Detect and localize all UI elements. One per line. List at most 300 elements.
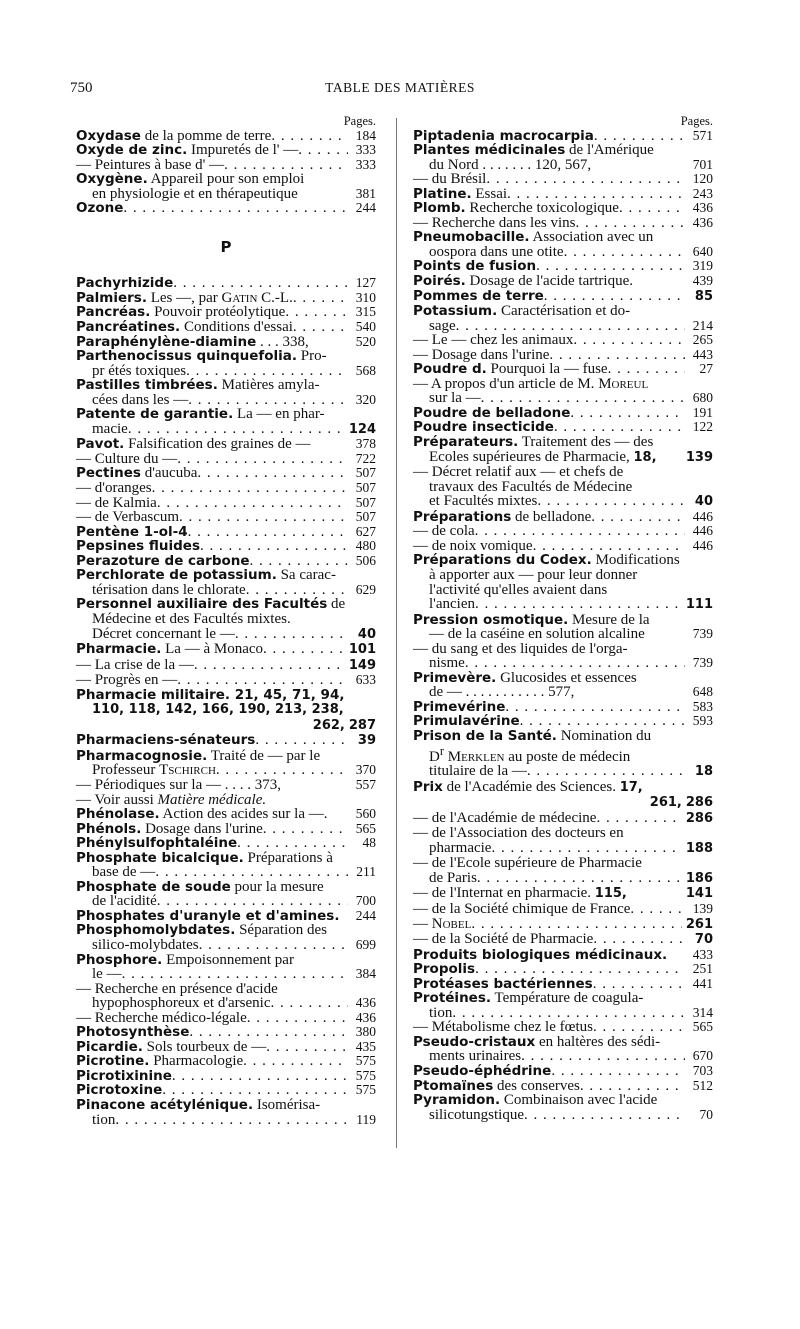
page-ref: 184	[355, 127, 376, 143]
dot-leader	[266, 1040, 348, 1055]
index-entry	[76, 836, 376, 851]
entry-text: Oxyde de zinc. Impuretés de l' —	[76, 142, 299, 159]
page-ref: 433	[692, 946, 713, 962]
page-ref: 244	[355, 200, 376, 216]
index-entry	[413, 435, 713, 450]
page-ref: 629	[355, 581, 376, 597]
entry-text: Pneumobacille. Association avec un	[413, 229, 654, 246]
page-ref: 287	[348, 717, 376, 733]
page-ref: 286	[685, 795, 713, 811]
page-ref: 446	[692, 508, 713, 524]
page-ref: 436	[355, 1009, 376, 1025]
dot-leader	[549, 348, 685, 363]
index-entry	[76, 1011, 376, 1026]
index-entry	[413, 948, 713, 963]
dot-leader	[186, 364, 348, 379]
index-entry	[76, 143, 376, 158]
entry-text: — de cola	[413, 523, 475, 540]
page-ref: 540	[355, 319, 376, 335]
index-entry-continuation	[413, 685, 713, 700]
index-entry	[413, 172, 713, 187]
page-ref: 568	[355, 362, 376, 378]
entry-text: — Recherche dans les vins	[413, 214, 576, 231]
dot-leader	[246, 583, 348, 598]
index-entry	[76, 597, 376, 612]
index-entry	[413, 362, 713, 377]
page-ref: 214	[692, 317, 713, 333]
page-ref: 507	[355, 480, 376, 496]
entry-text: Personnel auxiliaire des Facultés de	[76, 596, 346, 613]
page-ref: 739	[692, 655, 713, 671]
dot-leader	[298, 143, 348, 158]
index-entry	[76, 1040, 376, 1055]
entry-text: l'activité qu'elles avaient dans	[429, 581, 608, 598]
entry-text: Poudre d. Pourquoi la — fuse	[413, 361, 608, 378]
dot-leader	[179, 510, 348, 525]
page-ref: 101	[348, 642, 376, 658]
entry-text: — du Brésil	[413, 171, 487, 188]
page-ref: 286	[685, 810, 713, 826]
index-entry-continuation	[76, 718, 376, 734]
index-entry-continuation	[413, 1049, 713, 1064]
index-entry-continuation	[413, 1108, 713, 1123]
entry-text: Ozone	[76, 200, 124, 217]
index-entry	[413, 902, 713, 917]
page-ref: 443	[692, 346, 713, 362]
dot-leader	[481, 391, 685, 406]
entry-text: titulaire de la —	[429, 763, 527, 780]
entry-text: — Progrès en —	[76, 672, 178, 689]
index-entry	[76, 496, 376, 511]
page-ref: 39	[357, 733, 376, 749]
entry-text: Primevérine	[413, 698, 506, 715]
entry-text: — Recherche en présence d'acide	[76, 980, 278, 997]
dot-leader	[536, 259, 685, 274]
entry-text: — Décret relatif aux — et chefs de	[413, 464, 624, 481]
page-ref: 565	[692, 1019, 713, 1035]
page-ref: 680	[692, 390, 713, 406]
dot-leader	[593, 977, 685, 992]
page-ref: 480	[355, 538, 376, 554]
dot-leader	[115, 1113, 348, 1128]
entry-text: Pression osmotique. Mesure de la	[413, 611, 650, 628]
index-entry-continuation	[413, 391, 713, 406]
dot-leader	[570, 406, 685, 421]
entry-text: Picardie. Sols tourbeux de —	[76, 1038, 267, 1055]
entry-text: cées dans les —	[92, 391, 189, 408]
page-ref: 640	[692, 243, 713, 259]
entry-text: Ptomaïnes des conserves	[413, 1077, 580, 1094]
dot-leader	[580, 1079, 685, 1094]
index-entry-continuation	[76, 702, 376, 718]
dot-leader	[505, 700, 685, 715]
dot-leader	[285, 305, 348, 320]
index-entry-continuation	[413, 795, 713, 811]
entry-text: Pentène 1-ol-4	[76, 523, 188, 540]
entry-text: Picrotixinine	[76, 1067, 172, 1084]
dot-leader	[199, 938, 348, 953]
page-ref: 446	[692, 523, 713, 539]
index-entry-continuation	[76, 996, 376, 1011]
entry-text: Pharmacie. La — à Monaco	[76, 641, 264, 658]
index-entry	[76, 525, 376, 540]
index-entry	[76, 688, 376, 703]
entry-text: — de la Société chimique de France	[413, 900, 631, 917]
page-ref: 70	[699, 1106, 713, 1122]
entry-text: Pepsines fluides	[76, 538, 200, 555]
entry-text: hypophosphoreux et d'arsenic	[92, 995, 271, 1012]
dot-leader	[475, 962, 685, 977]
entry-text: Picrotoxine	[76, 1082, 163, 1099]
page-ref: 436	[692, 214, 713, 230]
entry-text: tion	[429, 1004, 453, 1021]
dot-leader	[194, 658, 345, 673]
dot-leader	[188, 393, 348, 408]
entry-text: ments urinaires	[429, 1048, 522, 1065]
index-entry	[413, 129, 713, 144]
page-ref: 700	[355, 893, 376, 909]
index-entry	[413, 143, 713, 158]
left-entries	[76, 129, 376, 1128]
entry-text: — Le — chez les animaux	[413, 332, 574, 349]
index-entry	[76, 349, 376, 364]
entry-text: $D^r$ Merklen au poste de médecin	[429, 743, 631, 765]
entry-text: — Nobel	[413, 915, 472, 932]
entry-text: Préparateurs. Traitement des — des	[413, 434, 654, 451]
index-entry	[413, 333, 713, 348]
entry-text: Produits biologiques médicinaux.	[413, 946, 668, 963]
index-entry	[413, 932, 713, 948]
entry-text: Photosynthèse	[76, 1024, 190, 1041]
index-entry	[413, 886, 713, 902]
entry-text: Pharmacie militaire. 21, 45, 71, 94,	[76, 686, 345, 703]
dot-leader	[521, 1049, 685, 1064]
index-entry	[413, 274, 713, 289]
index-entry-continuation	[76, 763, 376, 778]
index-entry-continuation	[413, 583, 713, 598]
page-ref: 381	[355, 185, 376, 201]
index-entry	[413, 962, 713, 977]
entry-text: Décret concernant le —	[92, 625, 235, 642]
index-entry	[76, 658, 376, 674]
dot-leader	[224, 158, 348, 173]
index-entry	[413, 1035, 713, 1050]
index-entry	[413, 289, 713, 305]
index-entry	[76, 822, 376, 837]
entry-text: de — . . . . . . . . . . . 577,	[429, 684, 575, 701]
index-entry-continuation	[413, 450, 713, 466]
page-ref: 520	[355, 333, 376, 349]
index-entry	[413, 714, 713, 729]
index-entry	[413, 729, 713, 744]
page-number: 750	[70, 80, 93, 96]
entry-text: — Périodiques sur la — . . . . 373,	[76, 776, 281, 793]
entry-text: — A propos d'un article de M. Moreul	[413, 375, 649, 392]
dot-leader	[263, 642, 345, 657]
index-entry	[76, 158, 376, 173]
entry-text: Oxydase de la pomme de terre	[76, 127, 272, 144]
entry-text: — de la Société de Pharmacie	[413, 931, 594, 948]
index-entry	[413, 811, 713, 827]
entry-text: Protéines. Température de coagula-	[413, 990, 644, 1007]
index-entry	[76, 201, 376, 216]
page-ref: 593	[692, 713, 713, 729]
dot-leader	[197, 466, 348, 481]
index-entry	[76, 778, 376, 793]
entry-text: à apporter aux — pour leur donner	[429, 566, 638, 583]
entry-text: Prison de la Santé. Nomination du	[413, 727, 652, 744]
dot-leader	[594, 129, 685, 144]
dot-leader	[593, 1020, 685, 1035]
entry-text: — Métabolisme chez le fœtus	[413, 1019, 593, 1036]
index-entry	[413, 780, 713, 796]
dot-leader	[452, 1006, 685, 1021]
index-entry	[76, 749, 376, 764]
index-entry-continuation	[76, 894, 376, 909]
dot-leader	[575, 216, 685, 231]
index-entry	[413, 1020, 713, 1035]
index-entry	[76, 407, 376, 422]
index-entry-continuation	[76, 187, 376, 202]
index-entry-continuation	[413, 568, 713, 583]
index-entry-continuation	[76, 967, 376, 982]
page-ref: 699	[355, 936, 376, 952]
dot-leader	[177, 452, 348, 467]
index-entry-continuation	[76, 364, 376, 379]
index-entry	[76, 172, 376, 187]
page-ref: 571	[692, 127, 713, 143]
running-title: TABLE DES MATIÈRES	[325, 80, 475, 95]
index-entry	[76, 437, 376, 452]
dot-leader	[237, 836, 348, 851]
page-ref: 633	[355, 672, 376, 688]
dot-leader	[475, 524, 685, 539]
page-ref: 333	[355, 156, 376, 172]
entry-text: Perchlorate de potassium. Sa carac-	[76, 567, 336, 584]
index-entry	[76, 129, 376, 144]
page-ref: 243	[692, 185, 713, 201]
index-entry	[413, 613, 713, 628]
entry-text: pr étés toxiques	[92, 362, 187, 379]
dot-leader	[596, 811, 681, 826]
index-entry	[76, 452, 376, 467]
index-entry	[413, 856, 713, 871]
index-entry-continuation	[413, 841, 713, 857]
index-entry	[76, 807, 376, 822]
page-ref: 648	[692, 684, 713, 700]
index-entry-continuation	[76, 612, 376, 627]
dot-leader	[128, 422, 345, 438]
dot-leader	[293, 320, 348, 335]
index-entry	[413, 977, 713, 992]
page-ref: 320	[355, 391, 376, 407]
dot-leader	[243, 1054, 348, 1069]
page-ref: 380	[355, 1024, 376, 1040]
page-ref: 244	[355, 907, 376, 923]
entry-text: Palmiers. Les —, par Gatin C.-L.	[76, 289, 293, 306]
entry-text: — Culture du —	[76, 450, 178, 467]
entry-text: Médecine et des Facultés mixtes.	[92, 610, 291, 627]
page-ref: 575	[355, 1082, 376, 1098]
page-ref: 507	[355, 494, 376, 510]
index-entry	[76, 539, 376, 554]
entry-text: Préparations de belladone	[413, 508, 592, 525]
index-entry	[413, 259, 713, 274]
page-ref: 120	[692, 171, 713, 187]
dot-leader	[593, 932, 685, 947]
index-entry-continuation	[413, 494, 713, 510]
index-entry	[76, 1069, 376, 1084]
entry-text: du Nord . . . . . . . 120, 567,	[429, 156, 592, 173]
page-ref: 124	[348, 421, 376, 437]
index-entry	[413, 510, 713, 525]
index-entry	[413, 1064, 713, 1079]
page-ref: 188	[685, 840, 713, 856]
page-ref: 119	[356, 1111, 376, 1127]
column-divider	[396, 118, 397, 1148]
dot-leader	[263, 822, 348, 837]
entry-text: Primulavérine	[413, 713, 520, 730]
entry-text: de Paris	[429, 869, 477, 886]
index-entry	[76, 335, 376, 350]
pages-label: Pages.	[343, 114, 376, 128]
entry-text: — Voir aussi Matière médicale.	[76, 791, 267, 808]
dot-leader	[177, 673, 348, 688]
dot-leader	[247, 1011, 348, 1026]
entry-text: silico-molybdates	[92, 936, 199, 953]
index-entry-continuation	[76, 938, 376, 953]
index-entry	[76, 510, 376, 525]
entry-text: — de noix vomique	[413, 537, 533, 554]
entry-text: Préparations du Codex. Modifications	[413, 552, 680, 569]
index-entry-continuation	[76, 627, 376, 643]
dot-leader	[465, 656, 685, 671]
page-ref: 384	[355, 966, 376, 982]
entry-text: Poudre insecticide	[413, 419, 554, 436]
index-entry	[76, 1025, 376, 1040]
dot-leader	[172, 1069, 348, 1084]
entry-text: — de Kalmia	[76, 494, 157, 511]
page-ref: 378	[355, 436, 376, 452]
index-entry-continuation	[76, 422, 376, 438]
dot-leader	[271, 996, 349, 1011]
dot-leader	[524, 1108, 685, 1123]
entry-text: de l'acidité	[92, 893, 157, 910]
dot-leader	[293, 291, 348, 306]
page-ref: 583	[692, 698, 713, 714]
index-entry-continuation	[413, 764, 713, 780]
page-ref: 48	[362, 835, 376, 851]
entry-text: Potassium. Caractérisation et do-	[413, 303, 631, 320]
index-entry	[413, 230, 713, 245]
page-ref: 211	[356, 864, 376, 880]
page-ref: 141	[685, 886, 713, 902]
entry-text: Pachyrhizide	[76, 275, 174, 292]
index-entry	[76, 568, 376, 583]
page-ref: 27	[699, 361, 713, 377]
index-entry	[413, 406, 713, 421]
index-entry	[76, 378, 376, 393]
entry-text: 262,	[312, 717, 345, 733]
entry-text: oospora dans une otite	[429, 243, 564, 260]
entry-text: Phosphate de soude pour la mesure	[76, 878, 324, 895]
dot-leader	[477, 871, 682, 887]
entry-text: — de l'Association des docteurs en	[413, 825, 624, 842]
page-ref: 439	[692, 273, 713, 289]
page-ref: 314	[692, 1004, 713, 1020]
entry-text: Picrotine. Pharmacologie	[76, 1053, 244, 1070]
dot-leader	[200, 539, 348, 554]
entry-text: Piptadenia macrocarpia	[413, 127, 594, 144]
entry-text: Pancréas. Pouvoir protéolytique	[76, 304, 286, 321]
index-entry	[413, 187, 713, 202]
index-entry	[76, 673, 376, 688]
entry-text: nisme	[429, 655, 465, 672]
entry-text: Professeur Tschirch	[92, 762, 216, 779]
entry-text: Phosphore. Empoisonnement par	[76, 951, 294, 968]
entry-text: Plomb. Recherche toxicologique	[413, 200, 619, 217]
entry-text: — de l'Ecole supérieure de Pharmacie	[413, 855, 642, 872]
index-entry-continuation	[413, 744, 713, 765]
index-entry	[76, 305, 376, 320]
index-entry	[76, 793, 376, 808]
entry-text: Poirés. Dosage de l'acide tartrique.	[413, 273, 633, 290]
index-entry	[413, 348, 713, 363]
dot-leader	[630, 902, 685, 917]
entry-text: Phénols. Dosage dans l'urine	[76, 820, 263, 837]
page-ref: 70	[694, 932, 713, 948]
page-ref: 111	[685, 597, 713, 613]
entry-text: Pharmaciens-sénateurs	[76, 732, 256, 749]
entry-text: — d'oranges	[76, 480, 152, 497]
index-entry	[413, 304, 713, 319]
entry-text: Oxygène. Appareil pour son emploi	[76, 171, 305, 188]
index-entry	[413, 216, 713, 231]
page-ref: 575	[355, 1053, 376, 1069]
entry-text: travaux des Facultés de Médecine	[429, 478, 633, 495]
index-entry-continuation	[413, 656, 713, 671]
page-ref: 310	[355, 289, 376, 305]
index-entry	[413, 917, 713, 933]
index-entry-continuation	[76, 1113, 376, 1128]
index-entry	[76, 1083, 376, 1098]
index-entry	[76, 880, 376, 895]
right-entries	[413, 129, 713, 1123]
index-entry-continuation	[413, 319, 713, 334]
page-ref: 315	[355, 304, 376, 320]
page-ref: 40	[357, 626, 376, 642]
entry-text: Prix de l'Académie des Sciences. 17,	[413, 778, 643, 795]
dot-leader	[564, 245, 685, 260]
page-ref: 261	[685, 916, 713, 932]
entry-text: tion	[92, 1111, 116, 1128]
index-entry	[76, 1054, 376, 1069]
entry-text: — Recherche médico-légale	[76, 1009, 247, 1026]
page-header	[70, 80, 730, 100]
index-entry	[413, 700, 713, 715]
entry-text: pharmacie	[429, 839, 492, 856]
entry-text: le —	[92, 966, 122, 983]
page-ref: 370	[355, 762, 376, 778]
index-entry-continuation	[413, 627, 713, 642]
entry-text: térisation dans le chlorate	[92, 581, 246, 598]
entry-text: Pastilles timbrées. Matières amyla-	[76, 377, 320, 394]
entry-text: macie	[92, 420, 128, 437]
index-entry-continuation	[413, 1006, 713, 1021]
entry-text: Plantes médicinales de l'Amérique	[413, 142, 654, 159]
entry-text: Platine. Essai	[413, 185, 508, 202]
index-entry-continuation	[413, 158, 713, 173]
